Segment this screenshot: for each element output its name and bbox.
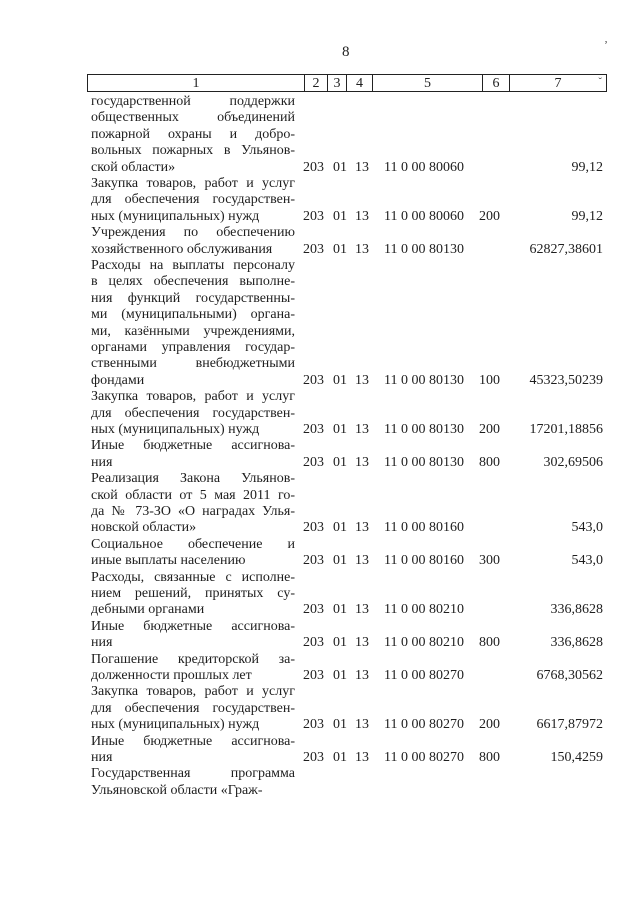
- description-line: ственными внебюджетными: [91, 356, 295, 372]
- code-section: 01: [333, 454, 347, 470]
- code-target-article: 11 0 00 80060: [384, 208, 464, 224]
- code-target-article: 11 0 00 80160: [384, 520, 464, 536]
- description-line: ных (муниципальных) нужд: [91, 421, 260, 437]
- description-line: ных (муниципальных) нужд: [91, 208, 260, 224]
- code-target-article: 11 0 00 80130: [384, 454, 464, 470]
- code-column-2: 203: [303, 520, 324, 536]
- header-col-1: 1: [88, 75, 305, 91]
- row-description: [91, 619, 295, 652]
- code-section: 01: [333, 421, 347, 437]
- code-section: 01: [333, 208, 347, 224]
- row-description: [91, 537, 295, 570]
- description-line: для обеспечения государствен-: [91, 405, 295, 421]
- amount: 6617,87972: [536, 717, 603, 733]
- code-target-article: 11 0 00 80130: [384, 421, 464, 437]
- amount: 302,69506: [543, 454, 603, 470]
- code-column-2: 203: [303, 454, 324, 470]
- code-subsection: 13: [355, 241, 369, 257]
- code-subsection: 13: [355, 635, 369, 651]
- description-line: общественных объединений: [91, 110, 295, 126]
- code-subsection: 13: [355, 553, 369, 569]
- description-line: дебными органами: [91, 602, 205, 618]
- amount: 45323,50239: [529, 372, 603, 388]
- code-column-2: 203: [303, 241, 324, 257]
- code-target-article: 11 0 00 80130: [384, 241, 464, 257]
- amount: 336,8628: [550, 602, 603, 618]
- description-line: вольных пожарных в Ульянов-: [91, 143, 295, 159]
- code-expense-type: 800: [479, 749, 500, 765]
- code-subsection: 13: [355, 602, 369, 618]
- code-column-2: 203: [303, 421, 324, 437]
- description-line: ской области»: [91, 159, 176, 175]
- code-section: 01: [333, 159, 347, 175]
- header-col-4: 4: [347, 75, 373, 91]
- page-number: 8: [342, 44, 350, 60]
- amount: 6768,30562: [536, 667, 603, 683]
- code-expense-type: 800: [479, 454, 500, 470]
- description-line: хозяйственного обслуживания: [91, 241, 273, 257]
- description-line: в целях обеспечения выполне-: [91, 274, 295, 290]
- code-subsection: 13: [355, 372, 369, 388]
- amount: 336,8628: [550, 635, 603, 651]
- amount: 543,0: [571, 520, 603, 536]
- header-col-6: 6: [483, 75, 510, 91]
- description-line: Социальное обеспечение и: [91, 536, 295, 552]
- code-column-2: 203: [303, 635, 324, 651]
- amount: 543,0: [571, 553, 603, 569]
- code-target-article: 11 0 00 80210: [384, 635, 464, 651]
- description-line: для обеспечения государствен-: [91, 192, 295, 208]
- row-description: [91, 225, 295, 258]
- description-line: ми (муниципальными) органа-: [91, 307, 295, 323]
- code-section: 01: [333, 372, 347, 388]
- description-line: Закупка товаров, работ и услуг: [91, 389, 295, 405]
- header-col-3: 3: [328, 75, 347, 91]
- code-column-2: 203: [303, 553, 324, 569]
- corner-mark: ʼ: [604, 38, 608, 52]
- amount: 17201,18856: [529, 421, 603, 437]
- code-subsection: 13: [355, 667, 369, 683]
- description-line: долженности прошлых лет: [91, 667, 252, 683]
- row-description: [91, 176, 295, 225]
- code-column-2: 203: [303, 159, 324, 175]
- code-target-article: 11 0 00 80270: [384, 749, 464, 765]
- description-line: Иные бюджетные ассигнова-: [91, 733, 295, 749]
- amount: 99,12: [571, 208, 603, 224]
- description-line: Ульяновской области «Граж-: [91, 782, 263, 798]
- code-section: 01: [333, 667, 347, 683]
- header-col-7: 7: [554, 76, 562, 91]
- code-section: 01: [333, 717, 347, 733]
- description-line: ния: [91, 454, 113, 470]
- description-line: ской области от 5 мая 2011 го-: [91, 487, 295, 503]
- code-subsection: 13: [355, 717, 369, 733]
- code-section: 01: [333, 602, 347, 618]
- description-line: Расходы на выплаты персоналу: [91, 258, 295, 273]
- code-section: 01: [333, 241, 347, 257]
- code-target-article: 11 0 00 80210: [384, 602, 464, 618]
- code-subsection: 13: [355, 520, 369, 536]
- code-column-2: 203: [303, 667, 324, 683]
- code-column-2: 203: [303, 602, 324, 618]
- code-expense-type: 100: [479, 372, 500, 388]
- code-section: 01: [333, 635, 347, 651]
- header-col-5: 5: [373, 75, 483, 91]
- description-line: ния: [91, 749, 113, 765]
- description-line: государственной поддержки: [91, 94, 295, 109]
- header-check-mark: ˇ: [598, 76, 602, 88]
- description-line: новской области»: [91, 520, 197, 536]
- description-line: Иные бюджетные ассигнова-: [91, 438, 295, 454]
- code-column-2: 203: [303, 749, 324, 765]
- description-line: Реализация Закона Ульянов-: [91, 471, 295, 487]
- row-description: [91, 258, 295, 389]
- code-target-article: 11 0 00 80060: [384, 159, 464, 175]
- description-line: Погашение кредиторской за-: [91, 651, 295, 667]
- code-subsection: 13: [355, 159, 369, 175]
- description-line: для обеспечения государствен-: [91, 700, 295, 716]
- row-description: [91, 94, 295, 176]
- code-column-2: 203: [303, 717, 324, 733]
- description-line: ния: [91, 635, 113, 651]
- row-description: [91, 389, 295, 438]
- description-line: нием решений, принятых су-: [91, 585, 295, 601]
- description-line: Государственная программа: [91, 766, 295, 782]
- description-line: Закупка товаров, работ и услуг: [91, 176, 295, 191]
- code-expense-type: 200: [479, 717, 500, 733]
- description-line: Иные бюджетные ассигнова-: [91, 618, 295, 634]
- code-target-article: 11 0 00 80160: [384, 553, 464, 569]
- description-line: иные выплаты населению: [91, 553, 246, 569]
- code-target-article: 11 0 00 80270: [384, 717, 464, 733]
- row-description: [91, 570, 295, 619]
- description-line: фондами: [91, 372, 145, 388]
- code-expense-type: 200: [479, 208, 500, 224]
- description-line: ми, казёнными учреждениями,: [91, 323, 295, 339]
- code-target-article: 11 0 00 80270: [384, 667, 464, 683]
- code-section: 01: [333, 520, 347, 536]
- row-description: [91, 438, 295, 471]
- description-line: Учреждения по обеспечению: [91, 225, 295, 241]
- code-subsection: 13: [355, 749, 369, 765]
- amount: 62827,38601: [529, 241, 603, 257]
- code-subsection: 13: [355, 421, 369, 437]
- code-target-article: 11 0 00 80130: [384, 372, 464, 388]
- code-column-2: 203: [303, 208, 324, 224]
- code-section: 01: [333, 553, 347, 569]
- row-description: [91, 652, 295, 685]
- description-line: органами управления государ-: [91, 339, 295, 355]
- code-expense-type: 300: [479, 553, 500, 569]
- amount: 150,4259: [550, 749, 603, 765]
- description-line: Расходы, связанные с исполне-: [91, 569, 295, 585]
- row-description: [91, 766, 295, 799]
- table-header: [87, 74, 607, 92]
- amount: 99,12: [571, 159, 603, 175]
- description-line: Закупка товаров, работ и услуг: [91, 684, 295, 700]
- description-line: да № 73-ЗО «О наградах Улья-: [91, 503, 295, 519]
- code-subsection: 13: [355, 208, 369, 224]
- code-section: 01: [333, 749, 347, 765]
- row-description: [91, 684, 295, 733]
- description-line: ных (муниципальных) нужд: [91, 717, 260, 733]
- row-description: [91, 734, 295, 767]
- row-description: [91, 471, 295, 537]
- header-col-2: 2: [305, 75, 328, 91]
- code-expense-type: 200: [479, 421, 500, 437]
- code-subsection: 13: [355, 454, 369, 470]
- description-line: пожарной охраны и добро-: [91, 126, 295, 142]
- code-expense-type: 800: [479, 635, 500, 651]
- code-column-2: 203: [303, 372, 324, 388]
- description-line: ния функций государственны-: [91, 290, 295, 306]
